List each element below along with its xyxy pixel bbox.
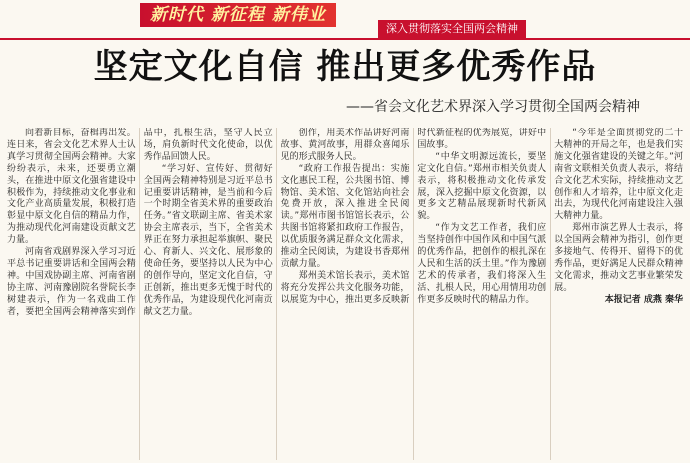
banner-slogan: 新时代 新征程 新伟业	[140, 3, 336, 27]
article-paragraph: “中华文明源远流长，要坚定文化自信。”郑州市相关负责人表示，将积极推动文化传承发展，深入挖掘中原文化资源，以更多文艺精品展现新时代新风貌。	[417, 151, 547, 222]
banner-divider	[0, 38, 690, 40]
article-paragraph: 创作，用美术作品讲好河南故事、黄河故事，用群众喜闻乐见的形式服务人民。	[280, 128, 410, 162]
banner-tag: 深入贯彻落实全国两会精神	[378, 20, 526, 38]
article-paragraph: 郑州市演艺界人士表示，将以全国两会精神为指引，创作更多接地气、传得开、留得下的优秀作品，更好满足人民群众精神文化需求，推动文艺事业繁荣发展。	[554, 223, 683, 293]
section-banner	[0, 0, 690, 40]
article-paragraph: 河南省戏剧界深入学习习近平总书记重要讲话和全国两会精神。中国戏协副主席、河南省剧协主席、河南豫剧院名誉院长李树建表示，作为一名戏曲工作者，要把全国两会精神落实到作品中，扎根生活，坚守人民立场，肩负新时代文化使命，以优秀作品回馈人民。	[7, 128, 273, 317]
article-paragraph: “今年是全面贯彻党的二十大精神的开局之年，也是我们实施文化强省建设的关键之年。”河南省文联相关负责人表示，将结合文化艺术实际，持续推动文艺创作和人才培养，让中原文化走出去，为现代化河南建设注入强大精神力量。	[554, 128, 683, 222]
article-subtitle: ——省会文化艺术界深入学习贯彻全国两会精神	[346, 99, 640, 115]
article-byline: 本报记者 成燕 秦华	[604, 294, 683, 305]
article-headline: 坚定文化自信 推出更多优秀作品	[93, 47, 597, 87]
article-paragraph: 向着新目标，奋楫再出发。连日来，省会文化艺术界人士认真学习贯彻全国两会精神。大家纷纷表示，未来，还要勇立潮头，在推进中原文化强省建设中积极作为，持续推动文化事业和文化产业高质量发展，积极打造彰显中原文化自信的精品力作，为推动现代化河南建设贡献文艺力量。	[7, 128, 136, 246]
article-paragraph: 郑州美术馆长表示，美术馆将充分发挥公共文化服务功能，以展览为中心，推出更多反映新时代新征程的优秀展览，讲好中国故事。	[280, 128, 547, 305]
article-paragraph: “政府工作报告提出：实施文化惠民工程，公共图书馆、博物馆、美术馆、文化馆站向社会免费开放，深入推进全民阅读。”郑州市图书馆馆长表示，公共图书馆将紧扣政府工作报告，以优质服务满足群众文化需求，推动全民阅读，为建设书香郑州贡献力量。	[280, 163, 410, 269]
article-body	[7, 128, 683, 460]
article-paragraph: “学习好、宣传好、贯彻好全国两会精神特别是习近平总书记重要讲话精神，是当前和今后一个时期全省美术界的重要政治任务。”省文联副主席、省美术家协会主席表示，当下，全省美术界正在努力承担起举旗帜、聚民心、育新人、兴文化、展形象的使命任务，要坚持以人民为中心的创作导向，坚定文化自信，守正创新，推出更多无愧于时代的优秀作品，为建设现代化河南贡献文艺力量。	[143, 163, 273, 317]
article-paragraph: “作为文艺工作者，我们应当坚持创作中国作风和中国气派的优秀作品，把创作的根扎深在人民和生活的沃土里。”作为豫剧艺术的传承者，我们将深入生活、扎根人民，用心用情用功创作更多反映时代的精品力作。	[417, 223, 547, 305]
